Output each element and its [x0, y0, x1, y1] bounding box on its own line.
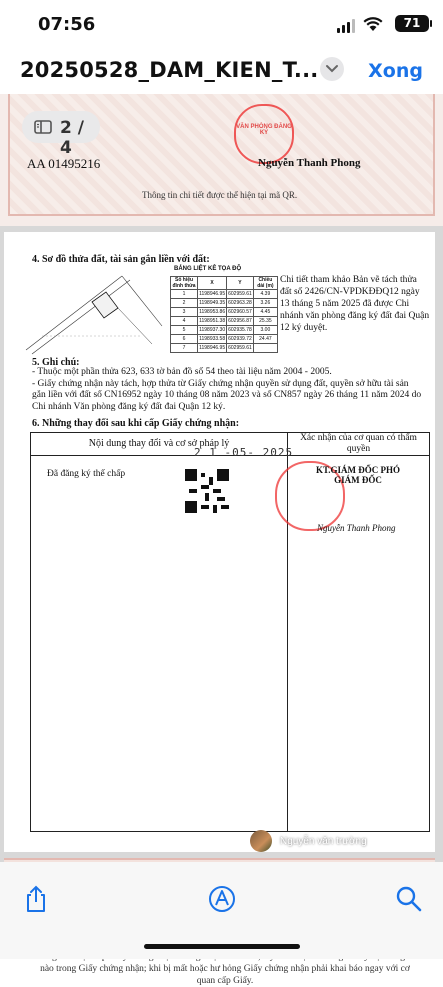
table-cell: 7	[171, 344, 198, 353]
table-cell: 4.39	[253, 290, 277, 299]
table-cell	[253, 344, 277, 353]
page-indicator-label: 2 / 4	[60, 118, 84, 158]
table-cell: 1198946.95	[199, 291, 226, 297]
table-cell: 1198949.35	[199, 300, 226, 306]
qr-code-icon	[185, 469, 229, 513]
table-cell: 1198953.86	[199, 309, 226, 315]
page-top	[0, 94, 443, 226]
date-stamp: 2 1 -05- 2025	[194, 446, 294, 459]
table-cell: 25.35	[253, 317, 277, 326]
table-cell: 1198937.30	[199, 327, 226, 333]
table-row	[171, 290, 278, 299]
table-cell: 24.47	[253, 335, 277, 344]
changes-col-right: Xác nhận của cơ quan có thẩm quyền	[288, 433, 429, 456]
table-cell: 602959.61	[228, 345, 252, 351]
table-cell: 602935.78	[228, 327, 252, 333]
table-cell: 5	[171, 326, 198, 335]
table-cell: 2	[171, 299, 198, 308]
table-row	[171, 335, 278, 344]
table-cell: 1198933.58	[199, 336, 226, 342]
home-indicator[interactable]	[144, 944, 300, 949]
battery-icon: 71	[395, 15, 429, 32]
coord-table	[170, 276, 278, 353]
nav-bar	[0, 48, 443, 94]
done-button[interactable]: Xong	[368, 60, 423, 82]
coord-header: Số hiệu đỉnh thửa	[171, 277, 198, 290]
sidebar-icon	[34, 120, 52, 134]
chevron-down-icon	[326, 65, 338, 73]
table-cell: 602959.61	[228, 291, 252, 297]
table-cell: 3	[171, 308, 198, 317]
table-cell: 602960.57	[228, 309, 252, 315]
qr-note: Thông tin chi tiết được thể hiện tại mã QR.	[142, 190, 298, 200]
changes-table	[30, 432, 430, 832]
stamp-signer-name: Nguyễn Thanh Phong	[317, 523, 396, 533]
table-row	[171, 308, 278, 317]
section-6-title: 6. Những thay đổi sau khi cấp Giấy chứng nhận:	[32, 418, 240, 429]
table-cell: 1	[171, 290, 198, 299]
table-row	[171, 326, 278, 335]
status-bar	[0, 0, 443, 48]
table-cell: 1198951.38	[199, 318, 226, 324]
mortgage-note: Đã đăng ký thế chấp	[47, 469, 126, 479]
table-cell: 6	[171, 335, 198, 344]
note-line: - Thuộc một phần thửa 623, 633 tờ bản đồ số 54 theo tài liệu năm 2004 - 2005.	[32, 367, 332, 377]
note-line: - Giấy chứng nhận này tách, hợp thửa từ Giấy chứng nhận quyền sử dụng đất, quyền sở hữu tài sản gắn liền với đất số CN16952 ngày 10 tháng 08 năm 2023 và số CN857 ngày 26 tháng 11 năm 2024 do Chi nhánh Văn phòng đăng ký đất đai Quận 12 ký.	[32, 378, 422, 412]
table-cell: 602956.87	[228, 318, 252, 324]
table-row	[171, 299, 278, 308]
section-4-title: 4. Sơ đồ thửa đất, tài sản gắn liền với đất:	[32, 254, 210, 265]
table-cell: 4	[171, 317, 198, 326]
coord-header: X	[198, 277, 227, 290]
wifi-icon	[363, 16, 383, 32]
table-cell: 3.26	[253, 299, 277, 308]
expand-icon	[418, 832, 432, 846]
deputy-director-title: KT.GIÁM ĐỐC PHÓ GIÁM ĐỐC	[315, 465, 401, 485]
parcel-map	[22, 266, 164, 354]
table-cell: 4.45	[253, 308, 277, 317]
table-cell: 3.00	[253, 326, 277, 335]
cellular-signal-icon	[337, 19, 355, 33]
document-viewer[interactable]	[0, 94, 443, 986]
coord-header: Y	[227, 277, 254, 290]
table-cell: 602939.72	[228, 336, 252, 342]
coord-header: Chiều dài (m)	[253, 277, 277, 290]
watermark	[250, 829, 367, 853]
share-icon[interactable]	[21, 884, 51, 914]
search-icon[interactable]	[394, 884, 424, 914]
avatar	[250, 830, 272, 852]
official-stamp: VĂN PHÒNG ĐĂNG KÝ	[234, 104, 294, 164]
table-row	[171, 344, 278, 353]
map-note: Chi tiết tham khảo Bản vẽ tách thửa đất số 2426/CN-VPDKĐĐQ12 ngày 13 tháng 5 năm 2025 đã được Chi nhánh văn phòng đăng ký đất đai Quận 12 ký duyệt.	[280, 275, 430, 333]
table-cell: 602963.28	[228, 300, 252, 306]
title-menu-button[interactable]	[320, 57, 344, 81]
changes-col-left: Nội dung thay đổi và cơ sở pháp lý	[31, 433, 288, 456]
table-row	[171, 317, 278, 326]
signer-name: Nguyễn Thanh Phong	[258, 157, 361, 169]
section-5-title: 5. Ghi chú:	[32, 357, 80, 368]
document-title[interactable]: 20250528_DAM_KIEN_T...	[20, 58, 319, 82]
watermark-name: Nguyễn văn trường	[280, 835, 367, 847]
status-time: 07:56	[38, 14, 96, 35]
coord-table-caption: BẢNG LIỆT KÊ TỌA ĐỘ	[174, 266, 242, 272]
warning-text: nào trong Giấy chứng nhận; khi bị mất hoặc hư hỏng Giấy chứng nhận phải khai báo ngay với cơ quan cấp Giấy.	[40, 964, 410, 986]
section-5-notes	[32, 367, 422, 413]
page-main	[4, 232, 435, 986]
certificate-serial: AA 01495216	[27, 156, 101, 171]
page-indicator[interactable]	[22, 111, 100, 158]
table-cell: 1198946.95	[199, 345, 226, 351]
markup-icon[interactable]	[207, 884, 237, 914]
